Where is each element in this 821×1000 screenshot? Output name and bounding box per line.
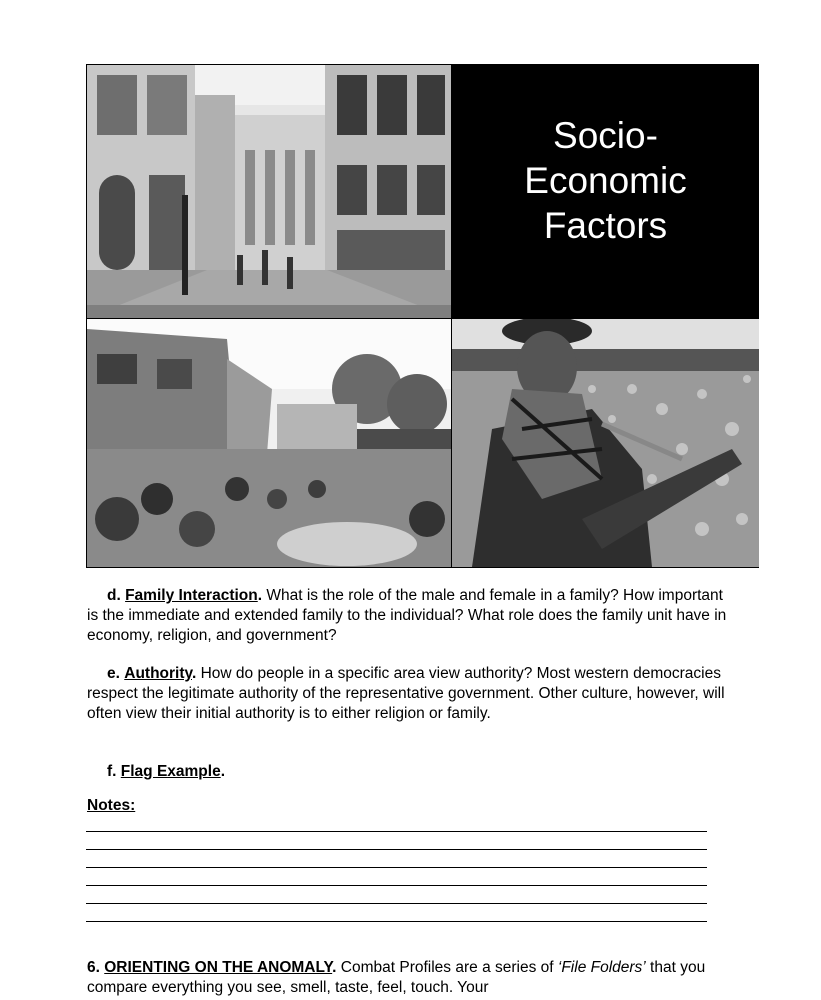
section-letter: e.: [107, 665, 120, 682]
section-text-italic: ‘File Folders’: [557, 959, 646, 976]
notes-line: [86, 921, 707, 922]
section-text: What is the role of the male and female in a family? How important is the immediate and extended family to the individual? What role does the family unit have in economy, religion, and government?: [87, 587, 727, 644]
section-text: Combat Profiles are a series of: [336, 959, 558, 976]
poppy-field-soldier-photo: [452, 319, 759, 567]
notes-label: Notes:: [87, 797, 136, 814]
section-heading: Authority: [124, 665, 192, 682]
section-text: How do people in a specific area view authority? Most western democracies respect the legitimate authority of the representative government. Other culture, however, will often view their initial authority is to either religion or family.: [87, 665, 725, 722]
section-letter: d.: [107, 587, 121, 604]
street-scene-photo: [87, 65, 451, 318]
section-number: 6.: [87, 959, 100, 976]
notes-line: [86, 885, 707, 886]
notes-line: [86, 831, 707, 832]
section-letter: f.: [107, 763, 117, 780]
title-panel: [452, 65, 759, 318]
section-heading: Family Interaction: [125, 587, 258, 604]
slum-market-photo: [87, 319, 451, 567]
image-collage: [86, 64, 759, 568]
section-authority: e. Authority. How do people in a specific area view authority? Most western democracies respect the legitimate authority of the representative government. Other culture, however, will often view their initial authority is to either religion or family.: [87, 665, 725, 722]
section-flag-example: f. Flag Example.: [107, 763, 226, 780]
notes-line: [86, 849, 707, 850]
section-text: that you compare everything you see, smell, taste, feel, touch. Your: [87, 959, 706, 996]
section-orienting-on-the-anomaly: 6. ORIENTING ON THE ANOMALY. Combat Profiles are a series of ‘File Folders’ that you compare everything you see, smell, taste, feel, touch. Your: [87, 959, 706, 996]
notes-line: [86, 903, 707, 904]
section-heading: ORIENTING ON THE ANOMALY: [104, 959, 333, 976]
collage-title: Socio- Economic Factors: [524, 115, 687, 246]
notes-line: [86, 867, 707, 868]
section-heading: Flag Example: [120, 763, 221, 780]
section-family-interaction: d. Family Interaction. What is the role of the male and female in a family? How important is the immediate and extended family to the individual? What role does the family unit have in economy, religion, and government?: [87, 587, 727, 644]
